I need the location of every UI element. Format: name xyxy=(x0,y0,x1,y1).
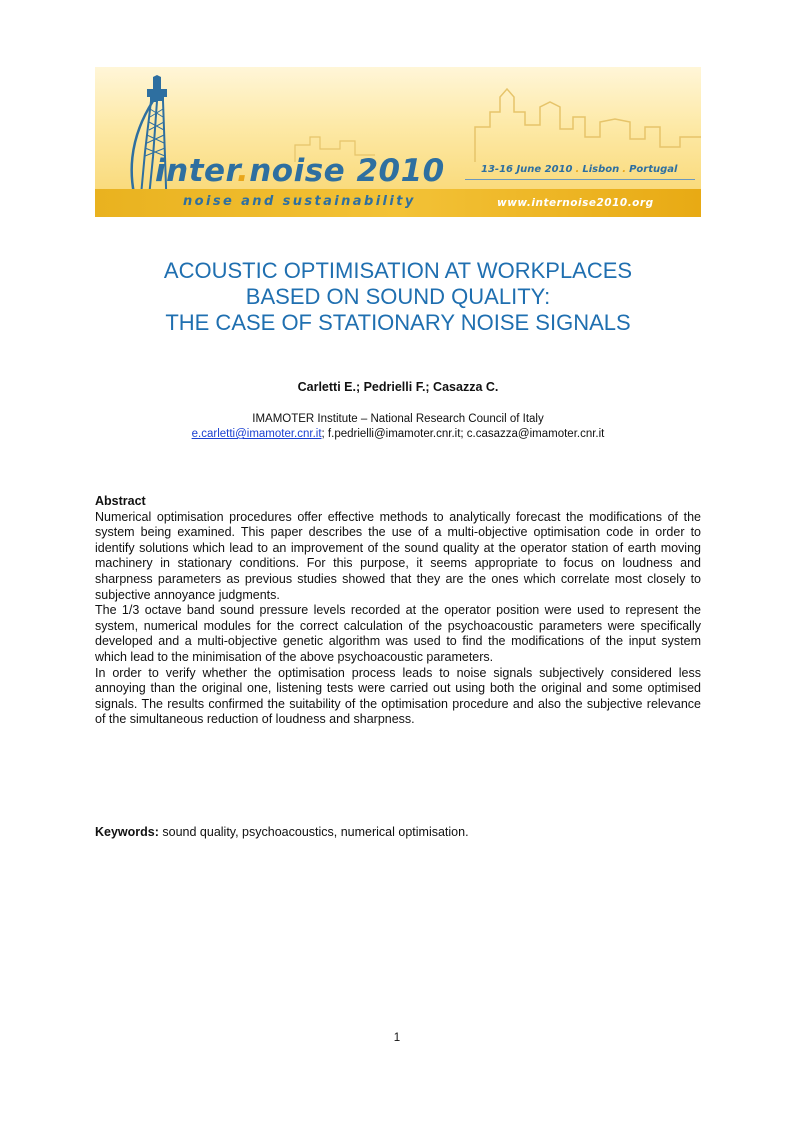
page-number: 1 xyxy=(393,1032,401,1044)
abstract-heading: Abstract xyxy=(95,494,146,508)
title-line: ACOUSTIC OPTIMISATION AT WORKPLACES xyxy=(163,258,633,283)
abstract-paragraph: Numerical optimisation procedures offer effective methods to analytically forecast the modifications of the system being examined. This paper describes the use of a multi-objective optimisation code in order to identify solutions which lead to an improvement of the sound quality at the operator station of earth moving machinery in stationary conditions. For this purpose, it seems appropriate to focus on loudness and sharpness parameters as previous studies showed that they are the ones which correlate most closely to subjective annoyance judgments. xyxy=(95,509,701,602)
title-line: THE CASE OF STATIONARY NOISE SIGNALS xyxy=(165,310,631,335)
email-link[interactable]: e.carletti@imamoter.cnr.it xyxy=(191,428,322,440)
abstract-paragraph: The 1/3 octave band sound pressure levels recorded at the operator position were used to represent the system, numerical modules for the correct calculation of the psychoacoustic parameters were specifically developed and a multi-objective genetic algorithm was used to find the modifications of the input system which lead to the minimisation of the above psychoacoustic parameters. xyxy=(95,603,701,664)
keywords-label: Keywords: xyxy=(95,825,159,839)
abstract-section xyxy=(95,494,701,728)
conference-website: www.internoise2010.org xyxy=(497,197,654,209)
institute-name: IMAMOTER Institute – National Research Council of Italy xyxy=(252,413,544,425)
paper-title xyxy=(95,258,701,336)
affiliation-block xyxy=(95,412,701,442)
keywords-text: sound quality, psychoacoustics, numerical optimisation. xyxy=(158,825,469,839)
conference-banner xyxy=(95,67,701,217)
conference-slogan: noise and sustainability xyxy=(183,194,416,209)
author-list: Carletti E.; Pedrielli F.; Casazza C. xyxy=(297,380,499,394)
email-list: ; f.pedrielli@imamoter.cnr.it; c.casazza@imamoter.cnr.it xyxy=(321,428,605,440)
title-line: BASED ON SOUND QUALITY: xyxy=(245,284,551,309)
conference-logo-text: inter.noise 2010 xyxy=(155,153,445,189)
conference-dates: 13-16 June 2010 . Lisbon . Portugal xyxy=(481,164,678,175)
email-line xyxy=(95,427,701,442)
banner-divider xyxy=(465,179,695,180)
abstract-paragraph: In order to verify whether the optimisation process leads to noise signals subjectively considered less annoying than the original one, listening tests were carried out using both the original and some optimised signals. The results confirmed the suitability of the optimisation procedure and also the subjective relevance of the simultaneous reduction of loudness and sharpness. xyxy=(95,665,701,727)
keywords-line xyxy=(95,825,701,839)
